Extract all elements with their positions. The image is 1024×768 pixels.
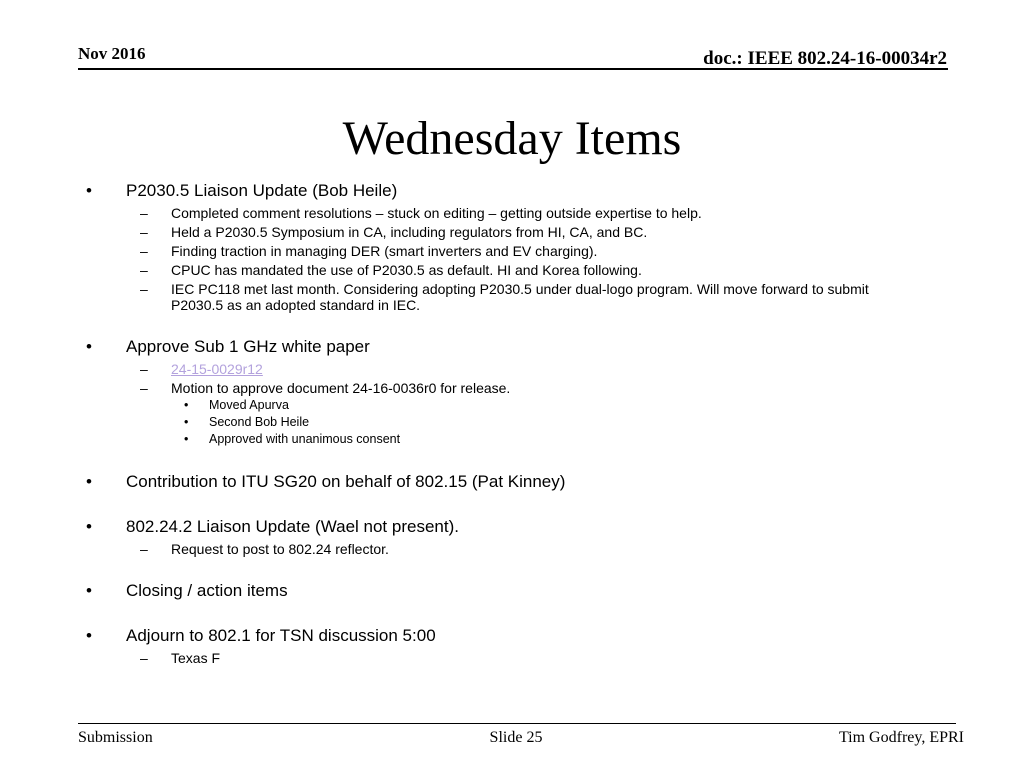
bullet-text: Closing / action items xyxy=(126,581,288,600)
sub-item xyxy=(78,541,908,557)
sub-item-text: Request to post to 802.24 reflector. xyxy=(171,541,389,557)
bullet-text: Contribution to ITU SG20 on behalf of 802.15 (Pat Kinney) xyxy=(126,472,566,491)
header-date: Nov 2016 xyxy=(78,44,146,63)
sub-sub-item-text: Moved Apurva xyxy=(209,398,289,412)
bullet-itu-contribution xyxy=(78,471,908,493)
bullet-text: 802.24.2 Liaison Update (Wael not present). xyxy=(126,517,459,536)
header-doc-id: doc.: IEEE 802.24-16-00034r2 xyxy=(703,48,947,69)
sub-sub-item-text: Approved with unanimous consent xyxy=(209,432,401,446)
dash-marker: – xyxy=(140,361,148,377)
bullet-marker: • xyxy=(86,337,92,356)
bullet-marker: • xyxy=(86,517,92,536)
footer-author: Tim Godfrey, EPRI xyxy=(838,729,964,746)
sub-item xyxy=(78,262,908,278)
dash-marker: – xyxy=(140,541,148,557)
bullet-marker: • xyxy=(86,472,92,491)
sub-item xyxy=(78,205,908,221)
dash-marker: – xyxy=(140,650,148,666)
bullet-p2030-liaison xyxy=(78,180,908,202)
sub-sub-item-text: Second Bob Heile xyxy=(209,415,310,429)
footer-slide-number: Slide 25 xyxy=(489,729,543,746)
sub-item xyxy=(78,650,908,666)
bullet-text: Adjourn to 802.1 for TSN discussion 5:00 xyxy=(126,626,436,645)
dash-marker: – xyxy=(140,243,148,259)
sub-item-text: Motion to approve document 24-16-0036r0 for release. xyxy=(171,380,511,396)
bullet-marker: • xyxy=(86,181,92,200)
footer-divider xyxy=(78,723,956,724)
sub-item-text: Held a P2030.5 Symposium in CA, including regulators from HI, CA, and BC. xyxy=(171,224,648,240)
sub-item-text: IEC PC118 met last month. Considering adopting P2030.5 under dual-logo program. Will move forward to submit P2030.5 as an adopted standard in IEC. xyxy=(171,281,869,313)
header-divider xyxy=(78,68,948,70)
sub-item xyxy=(78,281,908,313)
sub-item-text: Texas F xyxy=(171,650,221,666)
dash-marker: – xyxy=(140,380,148,396)
bullet-text: P2030.5 Liaison Update (Bob Heile) xyxy=(126,181,398,200)
sub-item xyxy=(78,380,908,396)
bullet-closing-action-items xyxy=(78,580,908,602)
bullet-adjourn xyxy=(78,625,908,647)
bullet-marker: • xyxy=(184,432,189,446)
sub-sub-item xyxy=(78,432,908,447)
sub-item-text: Finding traction in managing DER (smart inverters and EV charging). xyxy=(171,243,598,259)
sub-item-text: Completed comment resolutions – stuck on editing – getting outside expertise to help. xyxy=(171,205,702,221)
bullet-text: Approve Sub 1 GHz white paper xyxy=(126,337,370,356)
sub-item-text: CPUC has mandated the use of P2030.5 as default. HI and Korea following. xyxy=(171,262,642,278)
dash-marker: – xyxy=(140,281,148,297)
sub-item xyxy=(78,224,908,240)
bullet-marker: • xyxy=(86,626,92,645)
dash-marker: – xyxy=(140,262,148,278)
sub-sub-item xyxy=(78,398,908,413)
slide-title: Wednesday Items xyxy=(342,112,682,165)
sub-sub-item xyxy=(78,415,908,430)
sub-item xyxy=(78,361,908,377)
slide-body xyxy=(78,180,908,666)
footer-submission: Submission xyxy=(78,729,153,746)
bullet-sub1ghz-white-paper xyxy=(78,336,908,358)
sub-item xyxy=(78,243,908,259)
bullet-marker: • xyxy=(184,398,189,412)
dash-marker: – xyxy=(140,205,148,221)
document-link[interactable]: 24-15-0029r12 xyxy=(171,361,263,377)
dash-marker: – xyxy=(140,224,148,240)
bullet-802-24-2-liaison xyxy=(78,516,908,538)
bullet-marker: • xyxy=(184,415,189,429)
bullet-marker: • xyxy=(86,581,92,600)
